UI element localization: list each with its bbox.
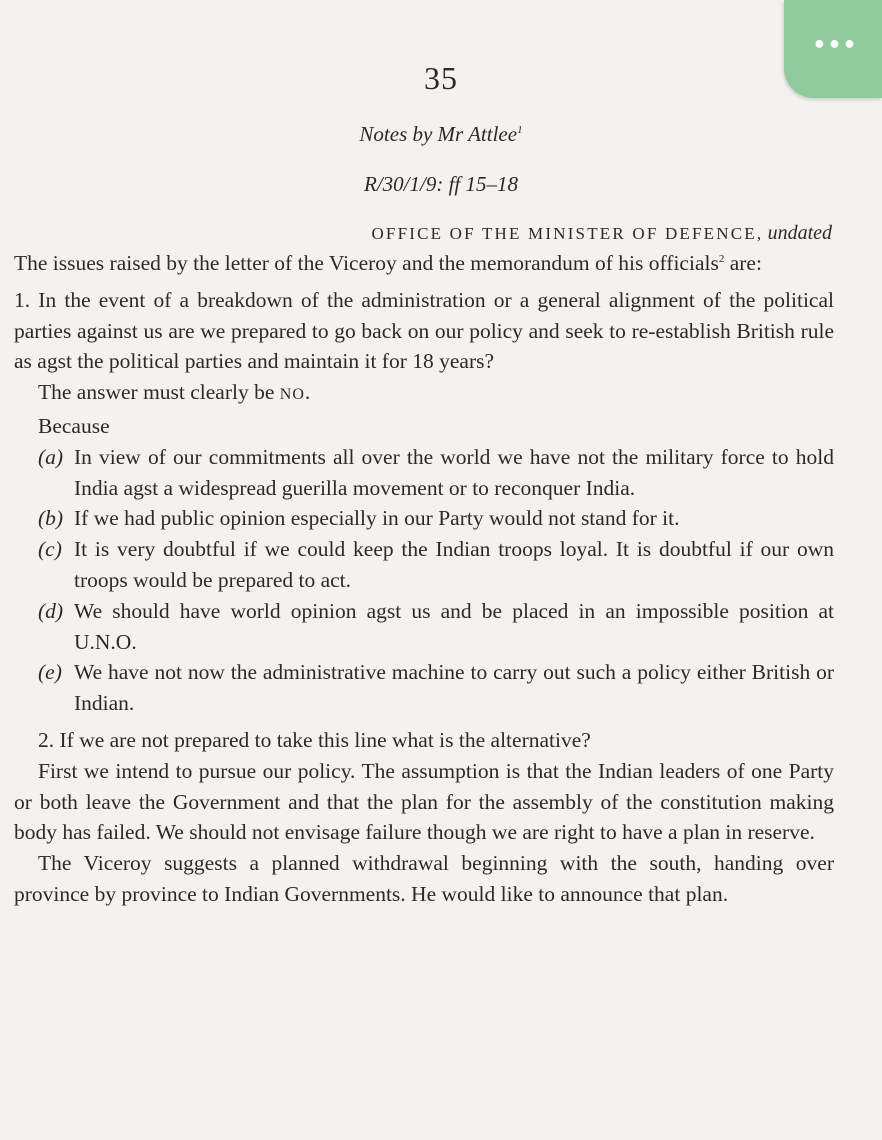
reason-e: [14, 657, 834, 719]
answer-text: The answer must clearly be: [38, 380, 280, 405]
paragraph-viceroy: The Viceroy suggests a planned withdrawal beginning with the south, handing over province by province to Indian Governments. He would like to announce that plan.: [14, 851, 834, 906]
reason-d: [14, 596, 834, 658]
intro-paragraph: [14, 248, 834, 279]
question-1: 1. In the event of a breakdown of the administration or a general alignment of the political parties against us are we prepared to go back on our policy and seek to re-establish British rule as agst the political parties and maintain it for 18 years?: [14, 287, 834, 374]
office-name: OFFICE OF THE MINISTER OF DEFENCE,: [371, 224, 764, 243]
reason-c: [14, 534, 834, 596]
reason-marker: (d): [38, 598, 64, 623]
reason-marker: (b): [38, 506, 64, 531]
intro-text-start: The issues raised by the letter of the Viceroy and the memorandum of his officials: [14, 251, 719, 275]
reason-a: [14, 442, 834, 504]
reason-marker: (a): [38, 444, 64, 469]
reason-text: It is very doubtful if we could keep the Indian troops loyal. It is doubtful if our own troops would be prepared to act.: [74, 537, 834, 592]
reason-marker: (e): [38, 660, 62, 685]
answer-period: .: [304, 380, 311, 405]
archive-reference: R/30/1/9: ff 15–18: [364, 172, 518, 196]
title-footnote-ref: 1: [517, 124, 523, 136]
reason-marker: (c): [38, 537, 62, 562]
because-line: Because: [38, 413, 110, 438]
reason-text: We should have world opinion agst us and be placed in an impossible position at U.N.O.: [74, 598, 834, 654]
reason-text: We have not now the administrative machine to carry out such a policy either British or Indian.: [74, 660, 834, 716]
reason-b: [14, 503, 834, 534]
page-number: 35: [424, 60, 458, 96]
paragraph-first: First we intend to pursue our policy. The assumption is that the Indian leaders of one Party or both leave the Government and that the plan for the assembly of the constitution making body has failed. We should not envisage failure though we are right to have a plan in reserve.: [14, 758, 834, 845]
office-line: [371, 222, 832, 245]
intro-text-end: are:: [724, 251, 762, 275]
answer-no: NO: [279, 386, 305, 404]
answer-line: [14, 377, 834, 411]
document-title: [0, 122, 882, 147]
title-text: Notes by Mr Attlee: [359, 122, 518, 146]
intro-footnote-ref: 2: [718, 252, 725, 265]
reason-text: If we had public opinion especially in our Party would not stand for it.: [74, 506, 680, 531]
more-dots-icon: •••: [812, 33, 858, 58]
document-date: undated: [767, 222, 832, 244]
reason-text: In view of our commitments all over the world we have not the military force to hold India agst a widespread guerilla movement or to reconquer India.: [74, 444, 834, 500]
question-2: 2. If we are not prepared to take this line what is the alternative?: [38, 727, 591, 752]
document-body: [14, 248, 834, 910]
